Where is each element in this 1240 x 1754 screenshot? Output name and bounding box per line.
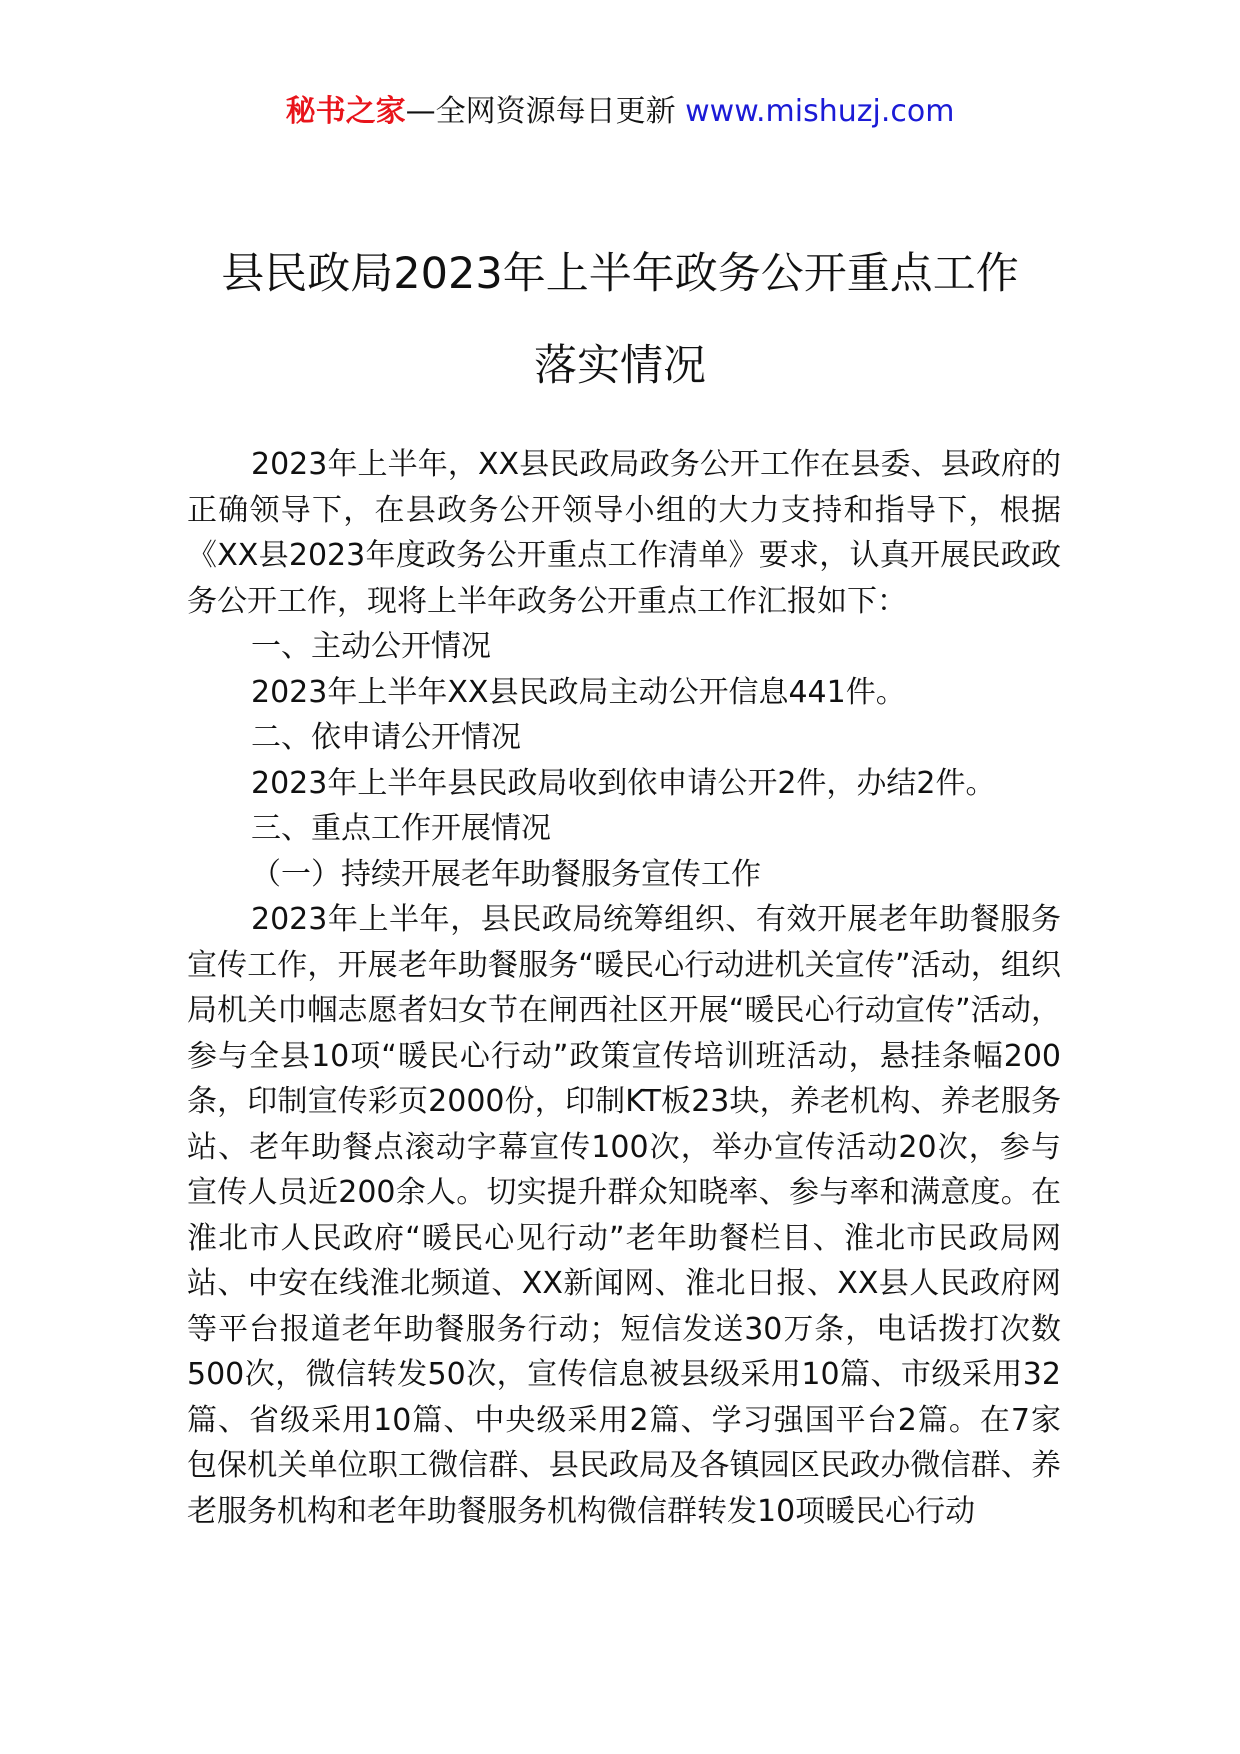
site-header-banner (0, 92, 1240, 132)
section3-heading: 三、重点工作开展情况 (251, 811, 551, 846)
site-tagline: —全网资源每日更新 (405, 94, 686, 129)
site-brand-name: 秘书之家 (285, 94, 406, 129)
document-title (0, 228, 1240, 412)
subsection1-body: 2023年上半年，县民政局统筹组织、有效开展老年助餐服务宣传工作，开展老年助餐服务“暖民心行动进机关宣传”活动，组织局机关巾帼志愿者妇女节在闸西社区开展“暖民心行动宣传”活动，参与全县10项“暖民心行动”政策宣传培训班活动，悬挂条幅200条，印制宣传彩页2000份，印制KT板23块，养老机构、养老服务站、老年助餐点滚动字幕宣传100次，举办宣传活动20次，参与宣传人员近200余人。切实提升群众知晓率、参与率和满意度。在淮北市人民政府“暖民心见行动”老年助餐栏目、淮北市民政局网站、中安在线淮北频道、XX新闻网、淮北日报、XX县人民政府网等平台报道老年助餐服务行动；短信发送30万条，电话拨打次数500次，微信转发50次，宣传信息被县级采用10篇、市级采用32篇、省级采用10篇、中央级采用2篇、学习强国平台2篇。在7家包保机关单位职工微信群、县民政局及各镇园区民政办微信群、养老服务机构和老年助餐服务机构微信群转发10项暖民心行动 (187, 902, 1061, 1529)
document-title-line1: 县民政局2023年上半年政务公开重点工作 (221, 249, 1019, 299)
document-title-line2: 落实情况 (534, 341, 706, 391)
document-body (187, 442, 1061, 1534)
section2-heading: 二、依申请公开情况 (251, 720, 521, 755)
section1-body: 2023年上半年XX县民政局主动公开信息441件。 (251, 674, 906, 710)
section1-heading: 一、主动公开情况 (251, 629, 491, 664)
site-url-link[interactable]: www.mishuzj.com (685, 94, 955, 129)
intro-paragraph: 2023年上半年，XX县民政局政务公开工作在县委、县政府的正确领导下，在县政务公开领导小组的大力支持和指导下，根据《XX县2023年度政务公开重点工作清单》要求，认真开展民政政务公开工作，现将上半年政务公开重点工作汇报如下： (187, 447, 1061, 619)
section2-body: 2023年上半年县民政局收到依申请公开2件，办结2件。 (251, 765, 996, 801)
subsection1-heading: （一）持续开展老年助餐服务宣传工作 (251, 856, 761, 892)
